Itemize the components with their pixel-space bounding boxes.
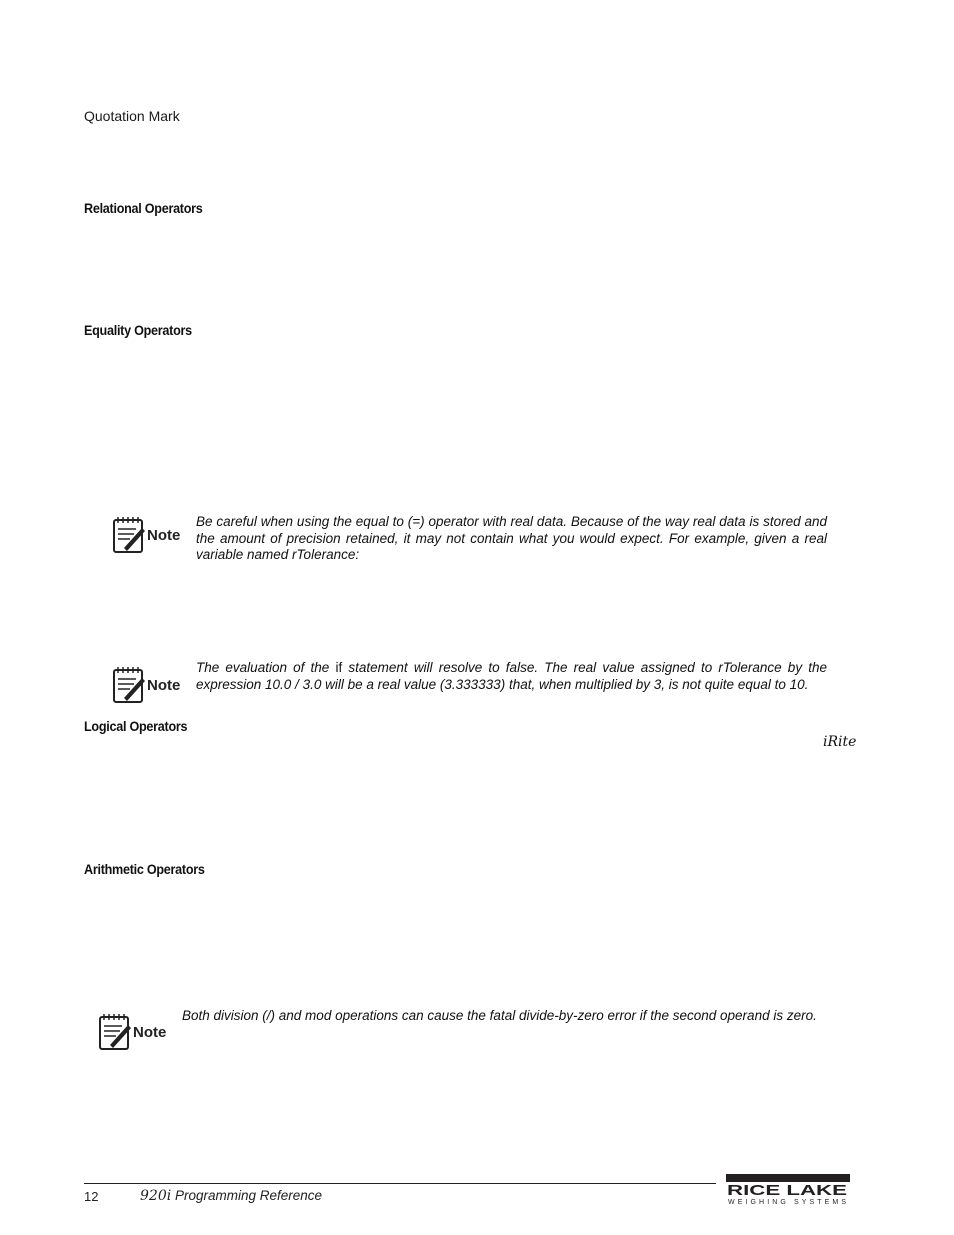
- equality-operators-heading: Equality Operators: [84, 322, 192, 338]
- note-2-text-after: statement will resolve to false. The real value assigned to rTolerance by the expression 10.0 / 3.0 will be a real value (3.333333) that, when multiplied by 3, is not quite equal to 10.: [196, 660, 827, 692]
- note-label: Note: [147, 527, 181, 544]
- footer-model: 920i: [140, 1188, 172, 1204]
- logo-name: RICE LAKE: [727, 1182, 847, 1199]
- note-2-keyword: if: [335, 660, 343, 675]
- note-label: Note: [133, 1024, 167, 1041]
- footer-title: [140, 1188, 322, 1204]
- note-pad-icon: [110, 514, 182, 554]
- arithmetic-operators-heading: Arithmetic Operators: [84, 861, 205, 877]
- page-number: 12: [84, 1189, 99, 1204]
- note-label: Note: [147, 677, 181, 694]
- note-1-text: Be careful when using the equal to (=) operator with real data. Because of the way real data is stored and the amount of precision retained, it may not contain what you would expect. For example, given a real variable named rTolerance:: [196, 514, 827, 562]
- footer-rule: [84, 1183, 716, 1184]
- note-2-text-before: The evaluation of the: [196, 660, 336, 675]
- rice-lake-logo-mark: [726, 1174, 850, 1206]
- note-pad-icon: [110, 664, 182, 704]
- quotation-mark-label: Quotation Mark: [84, 108, 180, 124]
- irite-label: iRite: [823, 734, 857, 750]
- note-2-text: [196, 660, 827, 693]
- logical-operators-heading: Logical Operators: [84, 718, 188, 734]
- footer-reference: Programming Reference: [174, 1188, 323, 1203]
- rice-lake-logo: [726, 1174, 850, 1211]
- note-pad-icon: [96, 1011, 168, 1051]
- note-3: [96, 1011, 168, 1056]
- note-1: [110, 514, 182, 559]
- note-3-text: Both division (/) and mod operations can cause the fatal divide-by-zero error if the second operand is zero.: [182, 1008, 817, 1023]
- note-2: [110, 664, 182, 709]
- relational-operators-heading: Relational Operators: [84, 200, 203, 216]
- logo-tagline: WEIGHING SYSTEMS: [728, 1199, 846, 1206]
